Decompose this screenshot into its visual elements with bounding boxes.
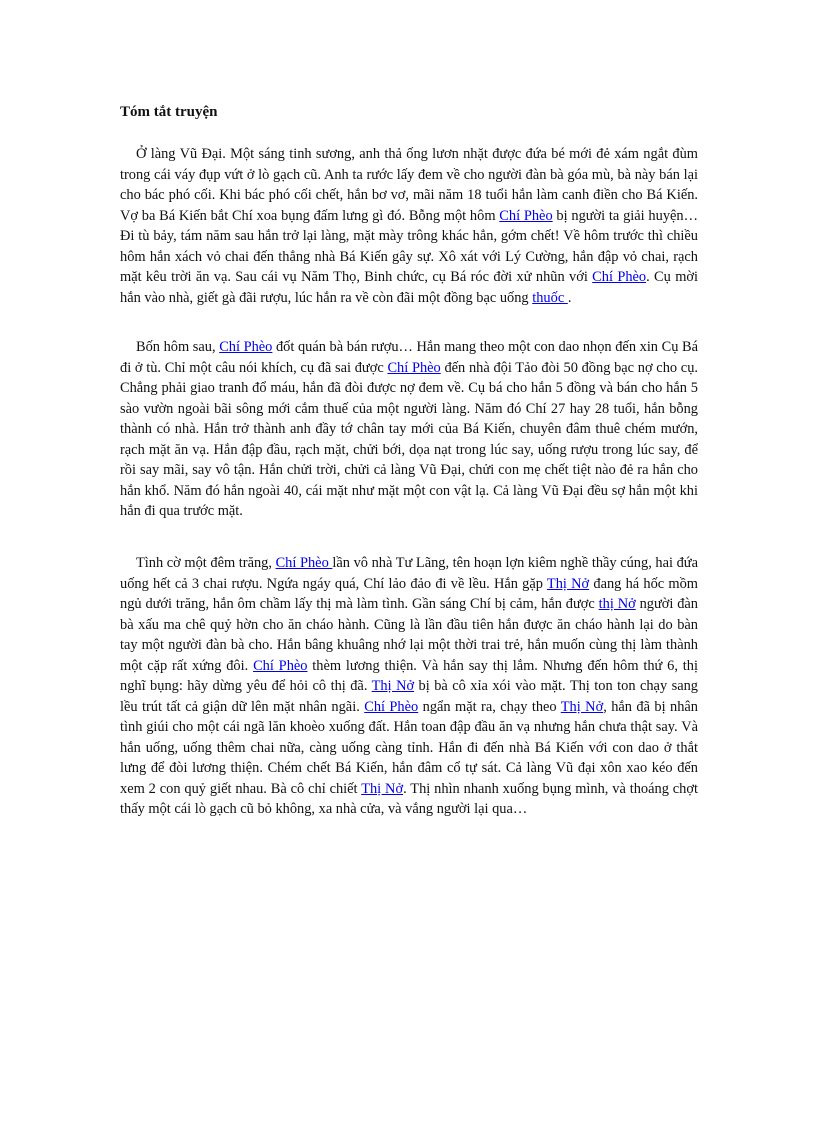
text-link[interactable]: Thị Nở: [560, 698, 604, 715]
text-run: , hắn đã bị nhân tình giúi cho một cái ngã lăn khoèo xuống đất. Hắn toan đập đầu ăn vạ nhưng hắn chưa thật say. Và hắn uống, uống thêm chai nữa, càng uống càng tỉnh. Hắn đi đến nhà Bá Kiến với con dao ở thắt lưng để đòi lương thiện. Chém chết Bá Kiến, hắn đâm cổ tự sát. Cả làng Vũ đại xôn xao kéo đến xem 2 con quỷ giết nhau. Bà cô chỉ chiết: [120, 698, 698, 797]
text-link[interactable]: Chí Phèo: [219, 339, 273, 355]
text-run: Bốn hôm sau,: [136, 339, 220, 355]
paragraph-3: [120, 553, 698, 820]
text-run: đến nhà đội Tảo đòi 50 đồng bạc nợ cho cụ. Chẳng phải giao tranh đổ máu, hắn đã đòi được nợ đem về. Cụ bá cho hắn 5 đồng và bán cho hắn 5 sào vườn ngoài bãi sông mới cắm thuế của một người làng. Năm đó Chí 27 hay 28 tuổi, hắn bỗng thành có nhà. Hắn trở thành anh đầy tớ chân tay mới của Bá Kiến, chuyên đâm thuê chém mướn, rạch mặt ăn vạ. Hắn đập đầu, rạch mặt, chửi bới, dọa nạt trong lúc say, uống rượu trong lúc say, để rồi say mãi, say vô tận. Hắn chửi trời, chửi cả làng Vũ Đại, chửi con mẹ chết tiệt nào đẻ ra hắn cho hắn khổ. Năm đó hắn ngoài 40, cái mặt như mặt một con vật lạ. Cả làng Vũ Đại đều sợ hắn một khi hắn đi qua trước mặt.: [120, 359, 698, 519]
text-run: .: [567, 289, 572, 306]
text-run: người đàn bà xấu ma chê quỷ hờn cho ăn cháo hành. Cũng là lần đầu tiên hắn được ăn cháo hành lại do bàn tay một người đàn bà cho. Hắn bâng khuâng nhớ lại một thời trai trẻ, hắn muốn cùng thị làm thành một cặp rất xứng đôi.: [120, 596, 699, 674]
text-run: bị bà cô xỉa xói vào mặt. Thị ton ton chạy sang lều trút tất cả giận dữ lên mặt nhân ngãi.: [120, 678, 698, 715]
text-run: lần vô nhà Tư Lãng, tên hoạn lợn kiêm nghề thầy cúng, hai đứa uống hết cả 3 chai rượu. Ngứa ngáy quá, Chí lảo đảo đi về lều. Hắn gặp: [120, 555, 698, 592]
text-link[interactable]: Thị Nở: [371, 678, 415, 694]
text-run: bị người ta giải huyện… Đi tù bảy, tám năm sau hắn trở lại làng, mặt mày trông khác hẳn, gớm chết! Về hôm trước thì chiều hôm hắn xách vỏ chai đến thẳng nhà Bá Kiến gây sự. Xô xát với Lý Cường, hắn đập vỏ chai, rạch mặt kêu trời ăn vạ. Sau cái vụ Năm Thọ, Binh chức, cụ Bá róc đời xử nhũn với: [120, 207, 698, 285]
text-run: đốt quán bà bán rượu… Hắn mang theo một con dao nhọn đến xin Cụ Bá đi ở tù. Chỉ một câu nói khích, cụ đã sai được: [120, 339, 699, 376]
text-run: . Thị nhìn nhanh xuống bụng mình, và thoáng chợt thấy một cái lò gạch cũ bỏ không, xa nhà cửa, và vắng người lại qua…: [120, 780, 698, 817]
text-link[interactable]: Chí Phèo: [275, 555, 333, 571]
text-run: ngẩn mặt ra, chạy theo: [418, 698, 561, 715]
text-link[interactable]: Chí Phèo: [592, 269, 647, 285]
paragraph-2: [120, 337, 698, 522]
page-title: Tóm tắt truyện: [120, 104, 218, 120]
text-run: Ở làng Vũ Đại. Một sáng tinh sương, anh thả ống lươn nhặt được đứa bé mới đẻ xám ngắt đùm trong cái váy đụp vứt ở lò gạch cũ. Anh ta rước lấy đem về cho người đàn bà góa mù, bà này bán lại cho bác phó cối. Khi bác phó cối chết, hắn bơ vơ, mãi năm 18 tuổi hắn làm canh điền cho Bá Kiến. Vợ ba Bá Kiến bắt Chí xoa bụng đấm lưng gì đó. Bỗng một hôm: [120, 146, 698, 224]
text-run: đang há hốc mồm ngủ dưới trăng, hắn ôm chầm lấy thị mà làm tình. Gần sáng Chí bị cảm, hắn được: [120, 575, 698, 612]
text-run: . Cụ mời hắn vào nhà, giết gà đãi rượu, lúc hắn ra về còn đãi một đồng bạc uống: [120, 269, 699, 306]
text-link[interactable]: Chí Phèo: [499, 207, 553, 224]
text-link[interactable]: thuốc: [532, 289, 568, 306]
text-link[interactable]: Thị Nở: [361, 780, 404, 797]
text-link[interactable]: Chí Phèo: [253, 657, 308, 674]
text-run: Tình cờ một đêm trăng,: [136, 555, 276, 571]
text-link[interactable]: Thị Nở: [546, 575, 590, 592]
text-link[interactable]: thị Nở: [598, 596, 636, 612]
paragraph-1: [120, 144, 698, 308]
text-run: thèm lương thiện. Và hắn say thị lắm. Nhưng đến hôm thứ 6, thị nghĩ bụng: hãy dừng yêu để hỏi cô thị đã.: [120, 657, 698, 694]
text-link[interactable]: Chí Phèo: [387, 359, 441, 376]
text-link[interactable]: Chí Phèo: [364, 698, 419, 715]
